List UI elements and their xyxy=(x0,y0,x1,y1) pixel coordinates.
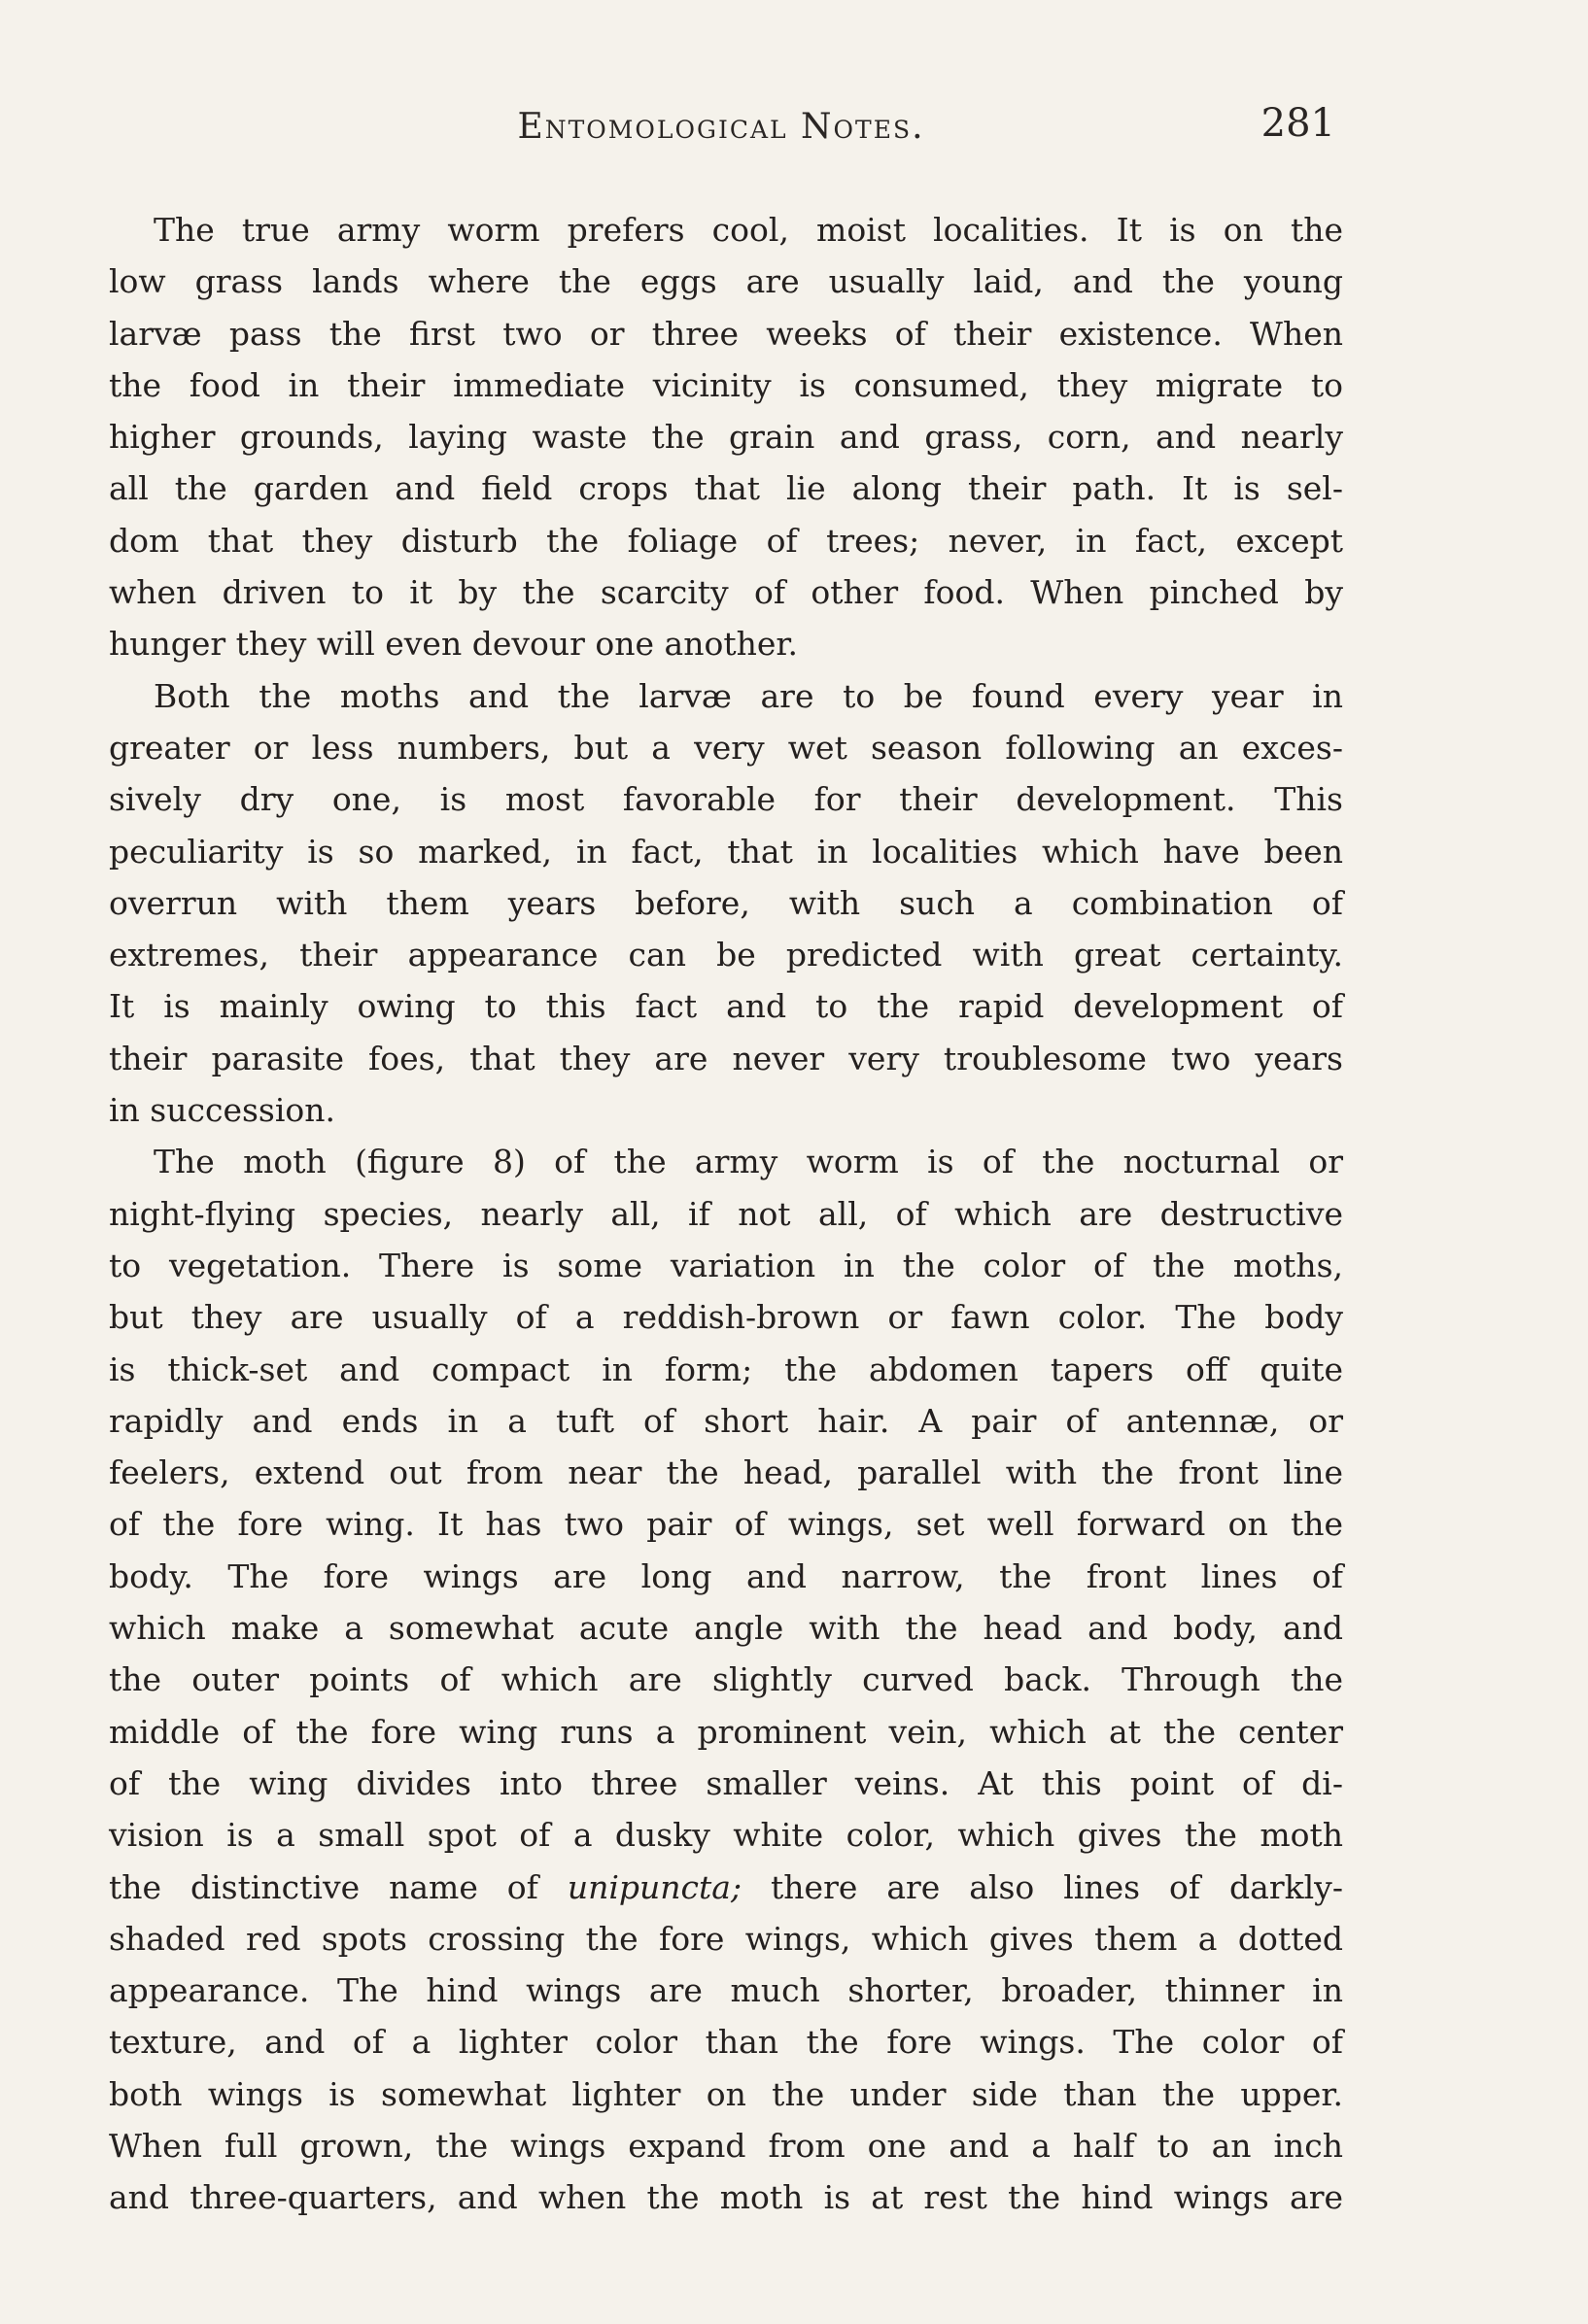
paragraph-1 xyxy=(109,204,1343,670)
text-line: The true army worm prefers cool, moist localities. It is on the xyxy=(154,211,1343,249)
text-line: overrun with them years before, with such a combination of xyxy=(109,883,1343,922)
text-line: dom that they disturb the foliage of trees; never, in fact, except xyxy=(109,521,1343,560)
line-text-before: the distinctive name of xyxy=(109,1867,538,1906)
page-number: 281 xyxy=(1260,101,1335,146)
text-line: The moth (figure 8) of the army worm is of the nocturnal or xyxy=(154,1143,1343,1181)
text-line: peculiarity is so marked, in fact, that in localities which have been xyxy=(109,832,1343,871)
text-line: sively dry one, is most favorable for their development. This xyxy=(109,780,1343,819)
text-line: higher grounds, laying waste the grain and grass, corn, and nearly xyxy=(109,418,1343,457)
text-line: It is mainly owing to this fact and to the rapid development of xyxy=(109,987,1343,1026)
text-line: and three-quarters, and when the moth is at rest the hind wings are xyxy=(109,2178,1343,2217)
text-line-with-latin-name xyxy=(109,1862,1343,1913)
text-line: both wings is somewhat lighter on the under side than the upper. xyxy=(109,2074,1343,2113)
text-line: of the fore wing. It has two pair of wings, set well forward on the xyxy=(109,1505,1343,1544)
running-title: Entomological Notes. xyxy=(517,107,925,147)
paragraph-3 xyxy=(109,1136,1343,2223)
text-line: which make a somewhat acute angle with the head and body, and xyxy=(109,1609,1343,1648)
paragraph-2 xyxy=(109,670,1343,1137)
line-text-after: there are also lines of darkly- xyxy=(771,1867,1343,1906)
text-line: body. The fore wings are long and narrow, the front lines of xyxy=(109,1556,1343,1595)
text-line: all the garden and field crops that lie along their path. It is sel- xyxy=(109,469,1343,508)
text-line: rapidly and ends in a tuft of short hair. A pair of antennæ, or xyxy=(109,1401,1343,1440)
text-line: When full grown, the wings expand from one and a half to an inch xyxy=(109,2126,1343,2165)
species-name: unipuncta; xyxy=(567,1867,742,1906)
text-line: appearance. The hind wings are much shorter, broader, thinner in xyxy=(109,1971,1343,2010)
running-head xyxy=(107,101,1335,159)
text-line: their parasite foes, that they are never very troublesome two years xyxy=(109,1039,1343,1077)
text-line: low grass lands where the eggs are usually laid, and the young xyxy=(109,262,1343,301)
text-line: when driven to it by the scarcity of other food. When pinched by xyxy=(109,573,1343,612)
text-line: texture, and of a lighter color than the fore wings. The color of xyxy=(109,2023,1343,2062)
text-line: feelers, extend out from near the head, parallel with the front line xyxy=(109,1453,1343,1492)
text-line: but they are usually of a reddish-brown or fawn color. The body xyxy=(109,1298,1343,1337)
text-line: larvæ pass the first two or three weeks of their existence. When xyxy=(109,314,1343,353)
text-line: in succession. xyxy=(109,1091,336,1130)
text-line: extremes, their appearance can be predicted with great certainty. xyxy=(109,936,1343,974)
text-line: greater or less numbers, but a very wet season following an exces- xyxy=(109,728,1343,767)
text-line: the food in their immediate vicinity is consumed, they migrate to xyxy=(109,365,1343,404)
text-line: shaded red spots crossing the fore wings, which gives them a dotted xyxy=(109,1919,1343,1958)
text-line: middle of the fore wing runs a prominent vein, which at the center xyxy=(109,1712,1343,1751)
text-line: hunger they will even devour one another. xyxy=(109,625,799,664)
text-line: is thick-set and compact in form; the abdomen tapers off quite xyxy=(109,1350,1343,1388)
text-line: Both the moths and the larvæ are to be found every year in xyxy=(154,676,1343,715)
text-line: the outer points of which are slightly curved back. Through the xyxy=(109,1660,1343,1699)
text-line: vision is a small spot of a dusky white color, which gives the moth xyxy=(109,1816,1343,1855)
body-text xyxy=(109,204,1343,2224)
text-line: to vegetation. There is some variation in the color of the moths, xyxy=(109,1246,1343,1284)
text-line: night-flying species, nearly all, if not all, of which are destructive xyxy=(109,1194,1343,1233)
text-line: of the wing divides into three smaller veins. At this point of di- xyxy=(109,1763,1343,1802)
